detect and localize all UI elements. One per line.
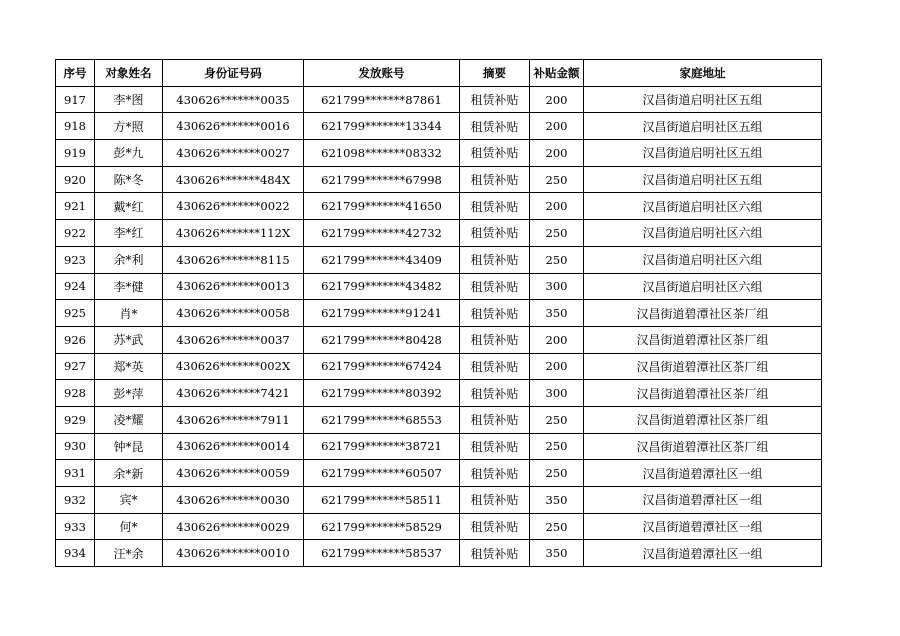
- cell-index: 917: [56, 86, 95, 113]
- cell-summary: 租赁补贴: [460, 300, 530, 327]
- cell-account: 621799*******80392: [304, 380, 460, 407]
- cell-id-number: 430626*******0013: [163, 273, 304, 300]
- cell-id-number: 430626*******484X: [163, 166, 304, 193]
- cell-index: 920: [56, 166, 95, 193]
- cell-index: 927: [56, 353, 95, 380]
- cell-account: 621799*******43482: [304, 273, 460, 300]
- cell-address: 汉昌街道碧潭社区茶厂组: [584, 406, 822, 433]
- cell-amount: 350: [530, 487, 584, 514]
- cell-summary: 租赁补贴: [460, 113, 530, 140]
- cell-account: 621799*******68553: [304, 406, 460, 433]
- cell-address: 汉昌街道碧潭社区茶厂组: [584, 300, 822, 327]
- table-row: [56, 86, 822, 113]
- header-account: 发放账号: [304, 60, 460, 87]
- cell-id-number: 430626*******0010: [163, 540, 304, 567]
- table-row: [56, 140, 822, 167]
- cell-name: 宾*: [95, 487, 163, 514]
- cell-name: 余*新: [95, 460, 163, 487]
- table-row: [56, 460, 822, 487]
- cell-index: 928: [56, 380, 95, 407]
- cell-id-number: 430626*******0030: [163, 487, 304, 514]
- table-row: [56, 433, 822, 460]
- header-name: 对象姓名: [95, 60, 163, 87]
- cell-id-number: 430626*******0014: [163, 433, 304, 460]
- header-index: 序号: [56, 60, 95, 87]
- cell-index: 932: [56, 487, 95, 514]
- cell-amount: 250: [530, 513, 584, 540]
- cell-address: 汉昌街道启明社区五组: [584, 166, 822, 193]
- cell-index: 929: [56, 406, 95, 433]
- cell-index: 926: [56, 326, 95, 353]
- cell-account: 621799*******42732: [304, 220, 460, 247]
- cell-id-number: 430626*******7421: [163, 380, 304, 407]
- table-row: [56, 193, 822, 220]
- table-row: [56, 380, 822, 407]
- cell-account: 621799*******80428: [304, 326, 460, 353]
- header-summary: 摘要: [460, 60, 530, 87]
- cell-summary: 租赁补贴: [460, 273, 530, 300]
- cell-id-number: 430626*******112X: [163, 220, 304, 247]
- cell-index: 934: [56, 540, 95, 567]
- cell-summary: 租赁补贴: [460, 513, 530, 540]
- cell-amount: 200: [530, 326, 584, 353]
- cell-name: 钟*昆: [95, 433, 163, 460]
- cell-amount: 250: [530, 406, 584, 433]
- cell-account: 621799*******58537: [304, 540, 460, 567]
- cell-address: 汉昌街道启明社区六组: [584, 193, 822, 220]
- cell-summary: 租赁补贴: [460, 380, 530, 407]
- table-row: [56, 273, 822, 300]
- cell-amount: 250: [530, 433, 584, 460]
- cell-name: 方*照: [95, 113, 163, 140]
- cell-index: 933: [56, 513, 95, 540]
- cell-summary: 租赁补贴: [460, 460, 530, 487]
- cell-summary: 租赁补贴: [460, 487, 530, 514]
- cell-summary: 租赁补贴: [460, 166, 530, 193]
- table-row: [56, 487, 822, 514]
- table-row: [56, 326, 822, 353]
- table-row: [56, 406, 822, 433]
- table-row: [56, 513, 822, 540]
- cell-address: 汉昌街道碧潭社区一组: [584, 513, 822, 540]
- cell-amount: 250: [530, 246, 584, 273]
- cell-name: 汪*余: [95, 540, 163, 567]
- cell-address: 汉昌街道碧潭社区茶厂组: [584, 380, 822, 407]
- table-row: [56, 166, 822, 193]
- table-row: [56, 540, 822, 567]
- cell-index: 931: [56, 460, 95, 487]
- cell-address: 汉昌街道碧潭社区茶厂组: [584, 433, 822, 460]
- cell-account: 621799*******43409: [304, 246, 460, 273]
- cell-amount: 200: [530, 140, 584, 167]
- cell-address: 汉昌街道碧潭社区一组: [584, 540, 822, 567]
- cell-account: 621799*******67998: [304, 166, 460, 193]
- cell-id-number: 430626*******0035: [163, 86, 304, 113]
- cell-id-number: 430626*******002X: [163, 353, 304, 380]
- cell-id-number: 430626*******0016: [163, 113, 304, 140]
- table-row: [56, 353, 822, 380]
- cell-amount: 250: [530, 220, 584, 247]
- cell-id-number: 430626*******7911: [163, 406, 304, 433]
- cell-account: 621799*******58529: [304, 513, 460, 540]
- cell-name: 肖*: [95, 300, 163, 327]
- cell-account: 621098*******08332: [304, 140, 460, 167]
- cell-account: 621799*******87861: [304, 86, 460, 113]
- cell-summary: 租赁补贴: [460, 86, 530, 113]
- cell-index: 923: [56, 246, 95, 273]
- cell-name: 余*利: [95, 246, 163, 273]
- cell-address: 汉昌街道启明社区六组: [584, 220, 822, 247]
- cell-name: 郑*英: [95, 353, 163, 380]
- cell-name: 苏*武: [95, 326, 163, 353]
- cell-id-number: 430626*******0058: [163, 300, 304, 327]
- header-address: 家庭地址: [584, 60, 822, 87]
- table-row: [56, 220, 822, 247]
- table-row: [56, 246, 822, 273]
- cell-name: 戴*红: [95, 193, 163, 220]
- cell-summary: 租赁补贴: [460, 433, 530, 460]
- cell-id-number: 430626*******0059: [163, 460, 304, 487]
- cell-name: 何*: [95, 513, 163, 540]
- cell-amount: 300: [530, 380, 584, 407]
- cell-amount: 250: [530, 166, 584, 193]
- cell-amount: 200: [530, 113, 584, 140]
- cell-account: 621799*******58511: [304, 487, 460, 514]
- table-body: [56, 86, 822, 566]
- cell-id-number: 430626*******0029: [163, 513, 304, 540]
- cell-index: 930: [56, 433, 95, 460]
- cell-name: 陈*冬: [95, 166, 163, 193]
- cell-summary: 租赁补贴: [460, 353, 530, 380]
- cell-summary: 租赁补贴: [460, 140, 530, 167]
- cell-index: 924: [56, 273, 95, 300]
- cell-summary: 租赁补贴: [460, 220, 530, 247]
- cell-index: 919: [56, 140, 95, 167]
- cell-address: 汉昌街道启明社区五组: [584, 113, 822, 140]
- cell-account: 621799*******13344: [304, 113, 460, 140]
- cell-account: 621799*******91241: [304, 300, 460, 327]
- cell-name: 彭*九: [95, 140, 163, 167]
- cell-name: 彭*萍: [95, 380, 163, 407]
- cell-id-number: 430626*******8115: [163, 246, 304, 273]
- table-row: [56, 300, 822, 327]
- cell-summary: 租赁补贴: [460, 193, 530, 220]
- cell-amount: 350: [530, 300, 584, 327]
- cell-summary: 租赁补贴: [460, 326, 530, 353]
- cell-account: 621799*******67424: [304, 353, 460, 380]
- cell-amount: 250: [530, 460, 584, 487]
- cell-id-number: 430626*******0022: [163, 193, 304, 220]
- cell-id-number: 430626*******0037: [163, 326, 304, 353]
- cell-index: 922: [56, 220, 95, 247]
- header-id-number: 身份证号码: [163, 60, 304, 87]
- cell-address: 汉昌街道碧潭社区一组: [584, 460, 822, 487]
- cell-address: 汉昌街道碧潭社区茶厂组: [584, 353, 822, 380]
- cell-amount: 200: [530, 193, 584, 220]
- header-amount: 补贴金额: [530, 60, 584, 87]
- cell-index: 925: [56, 300, 95, 327]
- cell-address: 汉昌街道启明社区五组: [584, 140, 822, 167]
- cell-name: 李*图: [95, 86, 163, 113]
- cell-index: 918: [56, 113, 95, 140]
- cell-summary: 租赁补贴: [460, 406, 530, 433]
- cell-name: 凌*耀: [95, 406, 163, 433]
- cell-account: 621799*******60507: [304, 460, 460, 487]
- cell-amount: 200: [530, 86, 584, 113]
- cell-amount: 200: [530, 353, 584, 380]
- table-row: [56, 113, 822, 140]
- subsidy-table: [55, 59, 822, 567]
- cell-summary: 租赁补贴: [460, 246, 530, 273]
- cell-amount: 300: [530, 273, 584, 300]
- cell-account: 621799*******41650: [304, 193, 460, 220]
- cell-address: 汉昌街道启明社区五组: [584, 86, 822, 113]
- cell-account: 621799*******38721: [304, 433, 460, 460]
- cell-address: 汉昌街道碧潭社区一组: [584, 487, 822, 514]
- cell-amount: 350: [530, 540, 584, 567]
- cell-address: 汉昌街道启明社区六组: [584, 273, 822, 300]
- cell-id-number: 430626*******0027: [163, 140, 304, 167]
- cell-address: 汉昌街道启明社区六组: [584, 246, 822, 273]
- cell-address: 汉昌街道碧潭社区茶厂组: [584, 326, 822, 353]
- header-row: [56, 60, 822, 87]
- cell-summary: 租赁补贴: [460, 540, 530, 567]
- cell-name: 李*红: [95, 220, 163, 247]
- cell-index: 921: [56, 193, 95, 220]
- cell-name: 李*健: [95, 273, 163, 300]
